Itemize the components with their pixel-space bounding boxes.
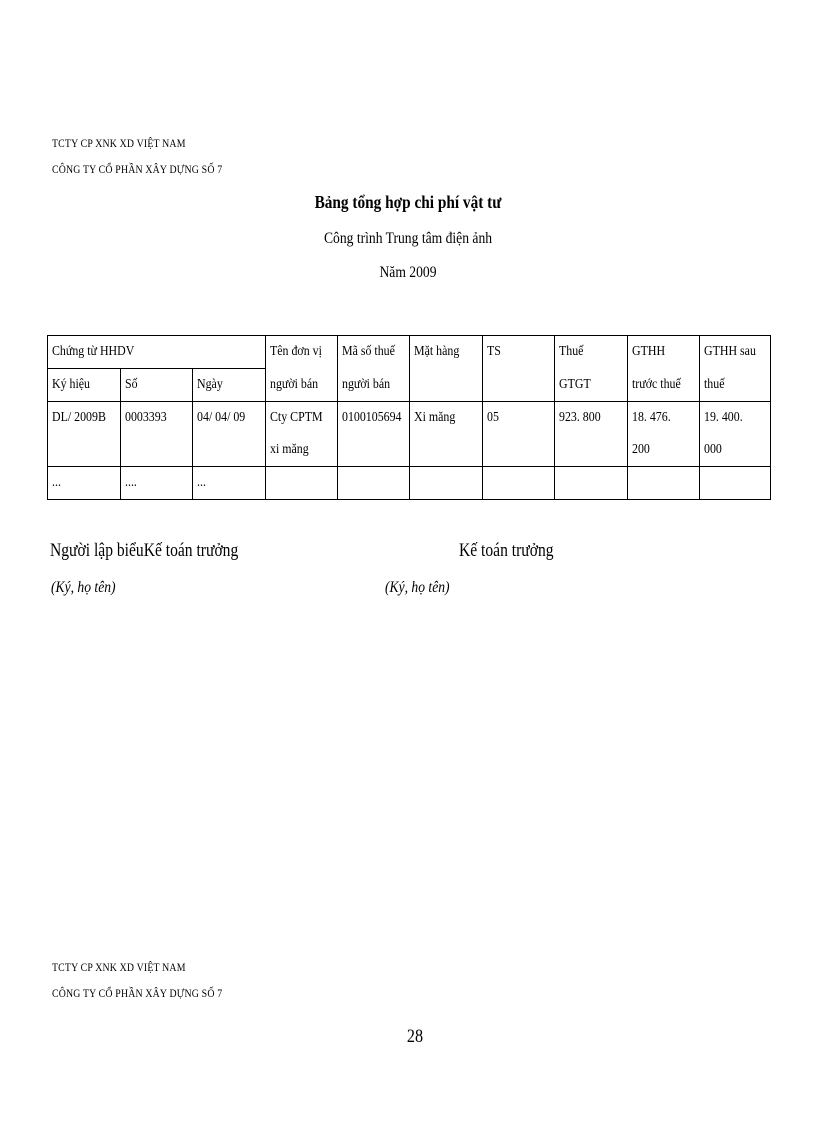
report-title: Bảng tổng hợp chi phí vật tư [314,192,502,212]
page-number-block [0,1026,816,1048]
signature-left-title: Người lập biểuKế toán trưởng [50,540,239,561]
header-cell-symbol: Ký hiệu [48,369,121,402]
signature-right-note: (Ký, họ tên) [385,579,450,596]
header-cell-value-before-tax: GTHH [628,336,700,369]
header-cell-item: Mặt hàng [410,336,483,369]
org-line-2: CÔNG TY CỔ PHẦN XÂY DỰNG SỐ 7 [52,162,223,176]
header-cell-value-after-tax-2: thuế [700,369,771,402]
header-cell-seller-name: Tên đơn vị [266,336,338,369]
header-cell-tax-code-2: người bán [338,369,410,402]
report-year: Năm 2009 [379,264,437,281]
header-cell-date: Ngày [193,369,266,402]
signature-left-note: (Ký, họ tên) [51,579,116,596]
cell-number: .... [121,467,193,500]
cell-ts [483,467,555,500]
cell-value-after-tax [700,467,771,500]
header-cell-number: Số [121,369,193,402]
project-block [0,230,816,248]
table-header-row-2 [48,369,771,402]
footer-org-line-2: CÔNG TY CỔ PHẦN XÂY DỰNG SỐ 7 [52,986,223,1000]
cell-vat [555,467,628,500]
cell-item [410,467,483,500]
cell-tax-code: 0100105694 [338,402,410,467]
page-number: 28 [406,1026,424,1047]
table-row [48,467,771,500]
cell-symbol: DL/ 2009B [48,402,121,467]
footer-org-line-1: TCTY CP XNK XD VIỆT NAM [52,960,186,974]
header-cell-ts: TS [483,336,555,369]
cell-value-before-tax: 18. 476. 200 [628,402,700,467]
cell-seller-name [266,467,338,500]
cell-item: Xi măng [410,402,483,467]
cell-vat: 923. 800 [555,402,628,467]
cell-value-before-tax [628,467,700,500]
header-cell-value-before-tax-2: trước thuế [628,369,700,402]
title-block [0,192,816,213]
header-cell-vat-2: GTGT [555,369,628,402]
cell-symbol: ... [48,467,121,500]
table-row [48,402,771,467]
year-block [0,264,816,282]
project-name: Công trình Trung tâm điện ảnh [323,230,493,247]
header-cell-seller-name-2: người bán [266,369,338,402]
signature-right-title: Kế toán trưởng [459,540,554,561]
cell-number: 0003393 [121,402,193,467]
header-cell-tax-code: Mã số thuế [338,336,410,369]
cell-date: ... [193,467,266,500]
cell-ts: 05 [483,402,555,467]
cell-seller-name: Cty CPTM xi măng [266,402,338,467]
header-cell-ts-2 [483,369,555,402]
header-cell-value-after-tax: GTHH sau [700,336,771,369]
header-cell-item-2 [410,369,483,402]
table-header-row-1 [48,336,771,369]
header-cell-group: Chứng từ HHDV [48,336,266,369]
header-cell-vat: Thuế [555,336,628,369]
cost-summary-table [47,335,771,500]
cell-value-after-tax: 19. 400. 000 [700,402,771,467]
org-line-1: TCTY CP XNK XD VIỆT NAM [52,136,186,150]
cell-date: 04/ 04/ 09 [193,402,266,467]
cell-tax-code [338,467,410,500]
